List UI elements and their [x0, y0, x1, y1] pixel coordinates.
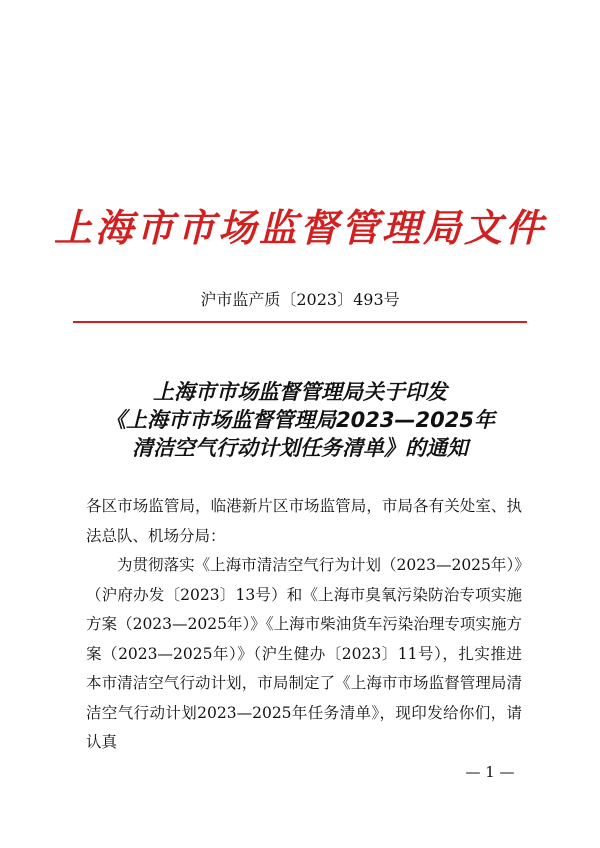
title-line-1: 上海市市场监督管理局关于印发 — [153, 380, 447, 404]
page-number: — 1 — — [465, 763, 515, 781]
recipients-paragraph: 各区市场监管局，临港新片区市场监管局，市局各有关处室、执法总队、机场分局： — [86, 497, 522, 545]
body-paragraph-1: 为贯彻落实《上海市清洁空气行为计划（2023—2025年）》（沪府办发〔2023〕13号）和《上海市臭氧污染防治专项实施方案（2023—2025年）》《上海市柴油货车污染治理专项实施方案（2023—2025年）》（沪生健办〔2023〕11号），扎实推进本市清洁空气行动计划，市局制定了《上海市市场监督管理局清洁空气行动计划2023—2025年任务清单》，现印发给你们，请认真 — [86, 556, 522, 751]
masthead-title: 上海市市场监督管理局文件 — [53, 205, 546, 250]
document-number: 沪市监产质〔2023〕493号 — [200, 290, 400, 309]
notice-title — [0, 378, 600, 462]
body-text — [86, 492, 522, 758]
title-line-2: 《上海市市场监督管理局2023—2025年 — [105, 408, 495, 432]
title-line-3: 清洁空气行动计划任务清单》的通知 — [132, 436, 468, 460]
red-divider-line — [73, 321, 527, 323]
